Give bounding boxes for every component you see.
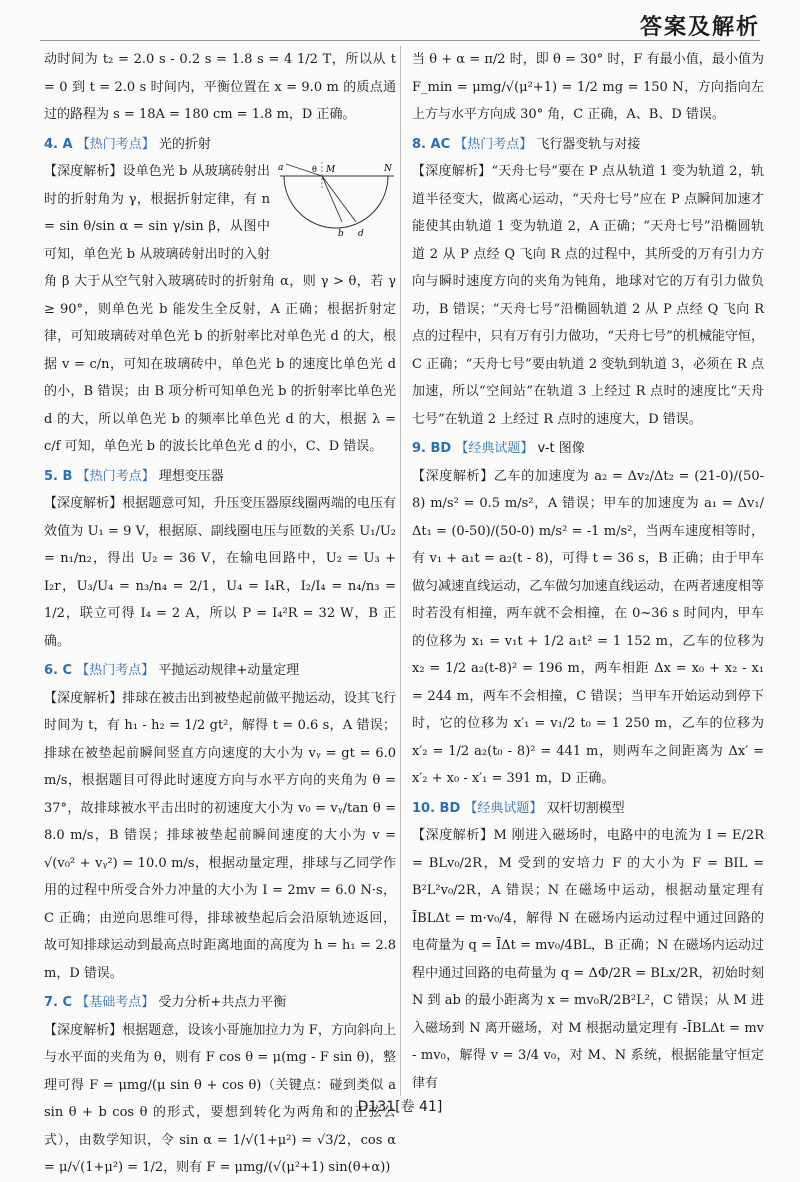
q9-topic: v-t 图像 [537,441,585,456]
q10-number: 10. BD [412,800,461,816]
q9-analysis: 【深度解析】乙车的加速度为 a₂ = Δv₂/Δt₂ = (21-0)/(50-8) m/s² = 0.5 m/s²，A 错误；甲车的加速度为 a₁ = Δv₁/Δt₁ = (0-50)/(50-0) m/s² = -1 m/s²，当两车速度相等时，有 v₁ + a₁t = a₂(t - 8)，可得 t = 36 s，B 正确；由于甲车做匀减速直线运动，乙车做匀加速直线运动，在两者速度相等时若没有相撞，两车就不会相撞，在 0~36 s 时间内，甲车的位移为 x₁ = v₁t + 1/2 a₁t² = 1 152 m，乙车的位移为 x₂ = 1/2 a₂(t-8)² = 196 m，两车相距 Δx = x₀ + x₂ - x₁ = 244 m，两车不会相撞，C 错误；当甲车开始运动到停下时，它的位移为 x′₁ = v₁/2 t₀ = 1 250 m，乙车的位移为 x′₂ = 1/2 a₂(t₀ - 8)² = 441 m，则两车之间距离为 Δx′ = x′₂ + x₀ - x′₁ = 391 m，D 正确。 [412,468,764,786]
q7-tag: 【基础考点】 [76,995,155,1010]
q6-tag: 【热门考点】 [76,663,155,678]
page-header [0,0,800,40]
q4-number: 4. A [44,136,73,152]
q7-number: 7. C [44,995,73,1010]
q6-analysis: 【深度解析】排球在被击出到被垫起前做平抛运动，设其飞行时间为 t，有 h₁ - h₂ = 1/2 gt²，解得 t = 0.6 s，A 错误；排球在被垫起前瞬间竖直方向速度的大小为 vᵧ = gt = 6.0 m/s，根据题目可得此时速度方向与水平方向的夹角为 θ = 37°，故排球被水平击出时的初速度大小为 v₀ = vᵧ/tan θ = 8.0 m/s，B 错误；排球被垫起前瞬间速度的大小为 v = √(v₀² + vᵧ²) = 10.0 m/s，根据动量定理，排球与乙同学作用的过程中所受合外力冲量的大小为 I = 2mv = 6.0 N·s，C 正确；由逆向思维可得，排球被垫起后会沿原轨迹返回，故可知排球运动到最高点时距离地面的高度为 h = h₁ = 2.8 m，D 错误。 [44,690,396,981]
fig-label-n: N [384,164,392,174]
q5-analysis: 【深度解析】根据题意可知，升压变压器原线圈两端的电压有效值为 U₁ = 9 V，根据原、副线圈电压与匝数的关系 U₁/U₂ = n₁/n₂，得出 U₂ = 36 V，在输电回路中，U₂ = U₃ + I₂r，U₃/U₄ = n₃/n₄ = 2/1，U₄ = I₄R，I₂/I₄ = n₄/n₃ = 1/2，联立可得 I₄ = 2 A，所以 P = I₄²R = 32 W，B 正确。 [44,496,396,649]
q3-continuation: 动时间为 t₂ = 2.0 s - 0.2 s = 1.8 s = 4 1/2 T，所以从 t = 0 到 t = 2.0 s 时间内，平衡位置在 x = 9.0 m 的质点通过的路程为 s = 18A = 180 cm = 1.8 m，D 正确。 [44,52,396,122]
q6-header [44,657,396,685]
page-number: D131[卷 41] [357,1099,443,1115]
q9-tag: 【经典试题】 [455,441,534,456]
q8-number: 8. AC [412,136,451,152]
right-column [412,46,764,1097]
q6-topic: 平抛运动规律+动量定理 [158,663,300,678]
q7-continuation: 当 θ + α = π/2 时，即 θ = 30° 时，F 有最小值，最小值为 F_min = μmg/√(μ²+1) = 1/2 mg = 150 N，方向指向左上方与水平方向成 30° 角，C 正确，A、B、D 错误。 [412,52,764,122]
header-rule [40,40,760,41]
q7-header [44,989,396,1017]
q4-topic: 光的折射 [158,136,211,152]
left-column [44,46,396,1182]
fig-label-d: d [358,229,364,239]
column-divider [400,46,401,1096]
q4-header [44,131,396,159]
q4-tag: 【热门考点】 [76,136,155,152]
fig-label-theta: θ [312,165,317,174]
q10-header [412,795,764,823]
page-title: 答案及解析 [639,15,760,40]
q6-number: 6. C [44,663,73,678]
refraction-figure [276,160,396,246]
q8-tag: 【热门考点】 [454,136,533,152]
fig-label-a: a [278,163,284,173]
q10-analysis: 【深度解析】M 刚进入磁场时，电路中的电流为 I = E/2R = BLv₀/2R，M 受到的安培力 F 的大小为 F = BIL = B²L²v₀/2R，A 错误；N 在磁场中运动，根据动量定理有 ĪBLΔt = m·v₀/4，解得 N 在磁场内运动过程中通过回路的电荷量为 q = ĪΔt = mv₀/4BL，B 正确；N 在磁场内运动过程中通过回路的电荷量为 q = ΔΦ/2R = BLx/2R，初始时刻 N 到 ab 的最小距离为 x = mv₀R/2B²L²，C 错误；从 M 进入磁场到 N 离开磁场，对 M 根据动量定理有 -ĪBLΔt = mv - mv₀，解得 v = 3/4 v₀，对 M、N 系统，根据能量守恒定律有 [412,828,764,1091]
q5-tag: 【热门考点】 [76,468,155,484]
q5-topic: 理想变压器 [158,468,224,484]
q8-analysis: 【深度解析】“天舟七号”要在 P 点从轨道 1 变为轨道 2，轨道半径变大，做离心运动，“天舟七号”应在 P 点瞬间加速才能使其由轨道 1 变为轨道 2，A 正确；“天舟七号”沿椭圆轨道 2 从 P 点经 Q 飞向 R 点的过程中，其所受的万有引力方向与瞬时速度方向的夹角为钝角，地球对它的万有引力做负功，B 错误；“天舟七号”沿椭圆轨道 2 从 P 点经 Q 飞向 R 点的过程中，只有万有引力做功，“天舟七号”的机械能守恒，C 正确；“天舟七号”要由轨道 2 变轨到轨道 3，必须在 R 点加速，所以“空间站”在轨道 3 上经过 R 点时的速度比“天舟七号”在轨道 2 上经过 R 点时的速度大，D 错误。 [412,164,764,427]
q10-tag: 【经典试题】 [464,800,543,816]
q9-header [412,435,764,463]
q8-header [412,131,764,159]
q9-number: 9. BD [412,441,452,456]
q10-topic: 双杆切割模型 [546,800,625,816]
fig-label-b: b [338,229,344,239]
q5-header [44,463,396,491]
q7-topic: 受力分析+共点力平衡 [158,995,287,1010]
fig-label-m: M [326,165,336,175]
q5-number: 5. B [44,468,73,484]
q8-topic: 飞行器变轨与对接 [536,136,641,152]
q4-analysis: 【深度解析】设单色光 b 从玻璃砖射出时的折射角为 γ，根据折射定律，有 n = sin θ/sin α = sin γ/sin β，从图中可知，单色光 b 从玻璃砖射出时的入射角 β 大于从空气射入玻璃砖时的折射角 α，则 γ > θ，若 γ ≥ 90°，则单色光 b 能发生全反射，A 正确；根据折射定律，可知玻璃砖对单色光 b 的折射率比对单色光 d 的大，根据 v = c/n，可知在玻璃砖中，单色光 b 的速度比单色光 d 的小，B 错误；由 B 项分析可知单色光 b 的折射率比单色光 d 的大，所以单色光 b 的频率比单色光 d 的大，根据 λ = c/f 可知，单色光 b 的波长比单色光 d 的小，C、D 错误。 [44,164,396,454]
q7-analysis: 【深度解析】根据题意，设该小哥施加拉力为 F，方向斜向上与水平面的夹角为 θ，则有 F cos θ = μ(mg - F sin θ)，整理可得 F = μmg/(μ sin θ + cos θ)（关键点：碰到类似 a sin θ + b cos θ 的形式，要想到转化为两角和的正弦公式），由数学知识，令 sin α = 1/√(1+μ²) = √3/2，cos α = μ/√(1+μ²) = 1/2，则有 F = μmg/(√(μ²+1) sin(θ+α)) [44,1022,396,1175]
